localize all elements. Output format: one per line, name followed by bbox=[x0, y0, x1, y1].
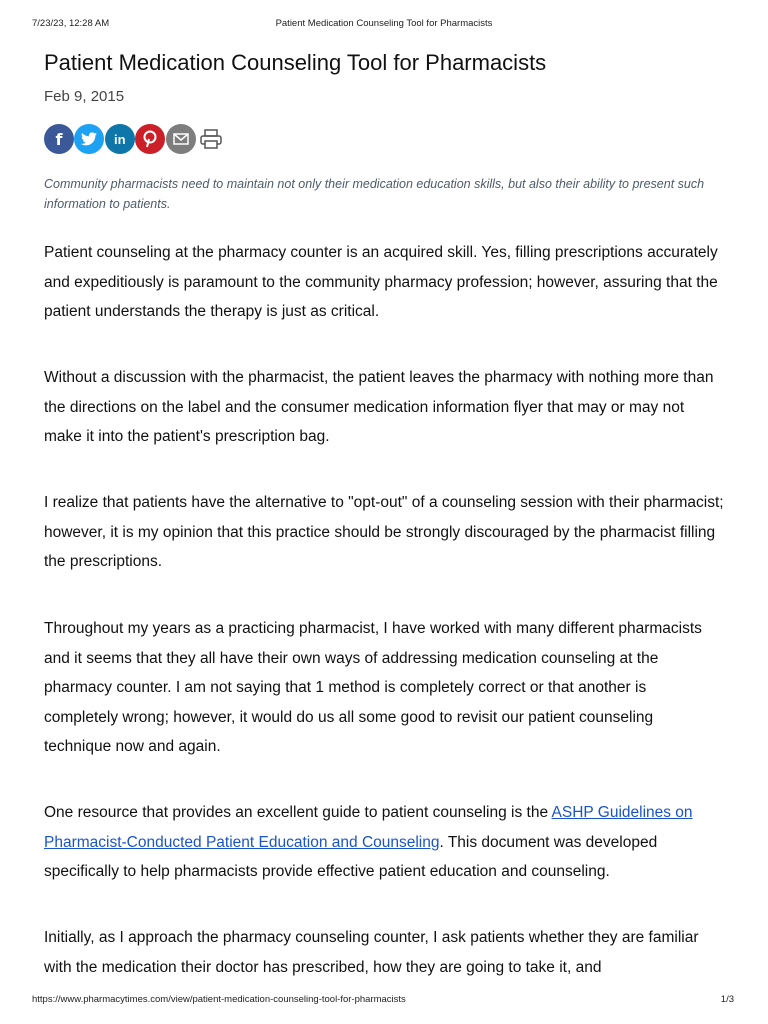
pinterest-icon bbox=[142, 130, 158, 148]
page-number: 1/3 bbox=[720, 994, 734, 1005]
pinterest-share-button[interactable] bbox=[135, 124, 165, 154]
ashp-guidelines-link[interactable]: ASHP Guidelines on Pharmacist-Conducted Patient Education and Counseling bbox=[44, 804, 693, 851]
print-header bbox=[0, 18, 768, 32]
paragraph-6: Initially, as I approach the pharmacy counseling counter, I ask patients whether they are familiar with the medication their doctor has prescribed, how they are going to take it, and bbox=[44, 929, 699, 976]
printer-icon bbox=[200, 129, 222, 149]
facebook-share-button[interactable] bbox=[44, 124, 74, 154]
paragraph-5-outro: . This document was developed specifically to help pharmacists provide effective patient education and counseling. bbox=[44, 833, 658, 880]
paragraph-1: Patient counseling at the pharmacy counter is an acquired skill. Yes, filling prescriptions accurately and expeditiously is paramount to the community pharmacy profession; however, assuring that the patient understands the therapy is just as critical. bbox=[44, 244, 718, 320]
facebook-icon: f bbox=[55, 129, 63, 149]
print-footer bbox=[0, 994, 768, 1008]
twitter-share-button[interactable] bbox=[74, 124, 104, 154]
print-url: https://www.pharmacytimes.com/view/patient-medication-counseling-tool-for-pharmacists bbox=[32, 994, 406, 1005]
linkedin-icon: in bbox=[114, 131, 126, 147]
paragraph-2: Without a discussion with the pharmacist, the patient leaves the pharmacy with nothing more than the directions on the label and the consumer medication information flyer that may or may not make it into the patient's prescription bag. bbox=[44, 369, 714, 445]
article-date: Feb 9, 2015 bbox=[44, 88, 125, 105]
share-bar bbox=[44, 124, 226, 154]
paragraph-3: I realize that patients have the alternative to "opt-out" of a counseling session with their pharmacist; however, it is my opinion that this practice should be strongly discouraged by the pharmacist filling the prescriptions. bbox=[44, 494, 724, 570]
linkedin-share-button[interactable] bbox=[105, 124, 135, 154]
paragraph-5 bbox=[44, 798, 724, 887]
twitter-icon bbox=[81, 132, 97, 146]
print-button[interactable] bbox=[196, 124, 226, 154]
email-icon bbox=[173, 133, 189, 145]
article-title: Patient Medication Counseling Tool for Pharmacists bbox=[44, 50, 547, 75]
paragraph-5-intro: One resource that provides an excellent guide to patient counseling is the bbox=[44, 804, 552, 821]
paragraph-4: Throughout my years as a practicing pharmacist, I have worked with many different pharmacists and it seems that they all have their own ways of addressing medication counseling at the pharmacy counter. I am not saying that 1 method is completely correct or that another is completely wrong; however, it would do us all some good to revisit our patient counseling technique now and again. bbox=[44, 620, 702, 755]
print-datetime: 7/23/23, 12:28 AM bbox=[32, 18, 110, 29]
article-subtitle: Community pharmacists need to maintain not only their medication education skills, but also their ability to present such information to patients. bbox=[44, 177, 705, 211]
print-page-title: Patient Medication Counseling Tool for Pharmacists bbox=[275, 18, 493, 29]
email-share-button[interactable] bbox=[166, 124, 196, 154]
